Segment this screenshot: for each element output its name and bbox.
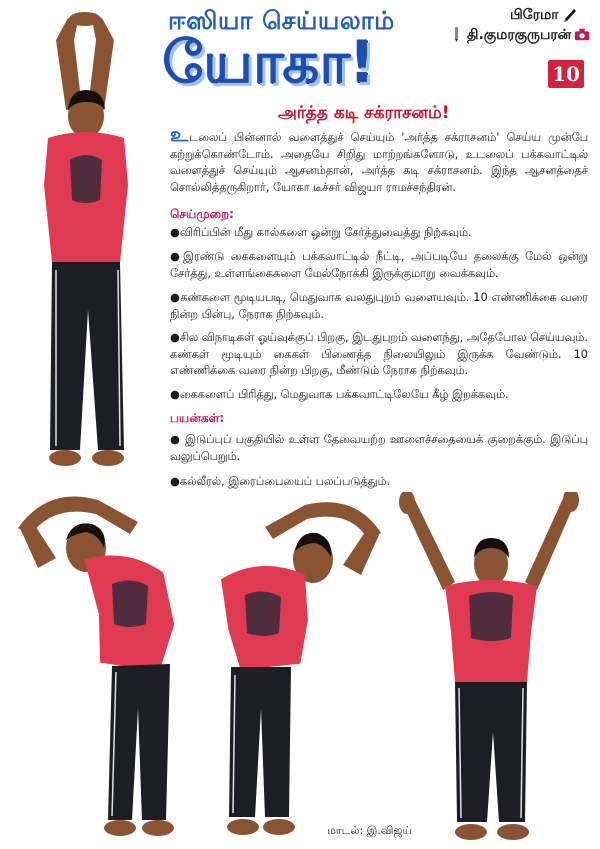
yoga-pose-arms-overhead-standing-figure	[20, 10, 150, 480]
series-subtitle: ஈஸியா செய்யலாம்	[168, 6, 395, 35]
method-step: ●சில விநாடிகள் ஓய்வுக்குப் பிறகு, இடதுபுறம் வளைந்து, அதேபோல செய்யவும். கண்கள் மூடியும் கைகள் பிணைத்த நிலையிலும் இருக்க வேண்டும். 10 எண்ணிக்கை வரை நின்ற பிறகு, மீண்டும் நேராக நிற்கவும்.	[170, 331, 588, 377]
photo-credit: மாடல்: இ.விஜய்	[327, 824, 413, 837]
method-step: ●இரண்டு கைகளையும் பக்கவாட்டில் நீட்டி, அப்படியே தலைக்கு மேல் ஒன்று சேர்த்து, உள்ளங்கைகளை மேல்நோக்கி இருக்குமாறு வைக்கவும்.	[170, 250, 588, 280]
yoga-pose-arms-raised-v-figure	[395, 492, 590, 849]
pen-icon	[562, 6, 578, 22]
author-name-1	[510, 6, 578, 25]
benefit-item: ●கல்லீரல், இரைப்பையைப் பலப்படுத்தும்.	[170, 475, 391, 488]
page-number-badge: 10	[548, 60, 584, 88]
method-step: ●கைகளைப் பிரித்து, மெதுவாக பக்கவாட்டிலேயே கீழ் இறக்கவும்.	[170, 388, 509, 401]
benefits-heading: பயன்கள்:	[170, 411, 225, 425]
intro-paragraph	[170, 122, 588, 196]
method-heading: செய்முறை:	[170, 207, 234, 221]
author-2-label: தி.குமரகுருபரன்	[467, 27, 572, 43]
yoga-pose-bend-right-figure	[8, 488, 198, 848]
pencil-icon	[448, 26, 464, 42]
benefit-item: ● இடுப்புப் பகுதியில் உள்ள தேவையற்ற ஊளைச்சதையைக் குறைக்கும். இடுப்பு வலுப்பெறும்.	[170, 433, 588, 463]
page-title: யோகா!	[162, 28, 375, 96]
intro-text: டலைப் பின்னால் வளைத்துச் செய்யும் 'அர்த்த சக்ராசனம்' செய்ய முன்பே கற்றுக்கொண்டோம். அதையே சிறிது மாற்றங்களோடு, உடலைப் பக்கவாட்டில் வளைத்துச் செய்யும் ஆசனம்தான், அர்த்த கடி சக்ராசனம். இந்த ஆசனத்தைச் சொல்லித்தருகிறார், யோகா டீச்சர் விஜயா ராமச்சந்திரன்.	[170, 131, 588, 194]
author-1-label: பிரேமா	[510, 7, 559, 23]
camera-icon	[574, 26, 590, 42]
method-step: ●விரிப்பின் மீது கால்களை ஒன்று சேர்த்துவைத்து நிற்கவும்.	[170, 226, 472, 239]
yoga-pose-bend-left-figure	[205, 495, 390, 849]
author-name-2	[448, 26, 590, 45]
pose-title: அர்த்த கடி சக்ராசனம்!	[278, 103, 450, 123]
drop-cap: உ	[170, 122, 189, 146]
method-step: ●கண்களை மூடியபடி, மெதுவாக வலதுபுறம் வளையவும். 10 எண்ணிக்கை வரை நின்ற பின்பு, நேராக நிற்கவும்.	[170, 291, 588, 321]
